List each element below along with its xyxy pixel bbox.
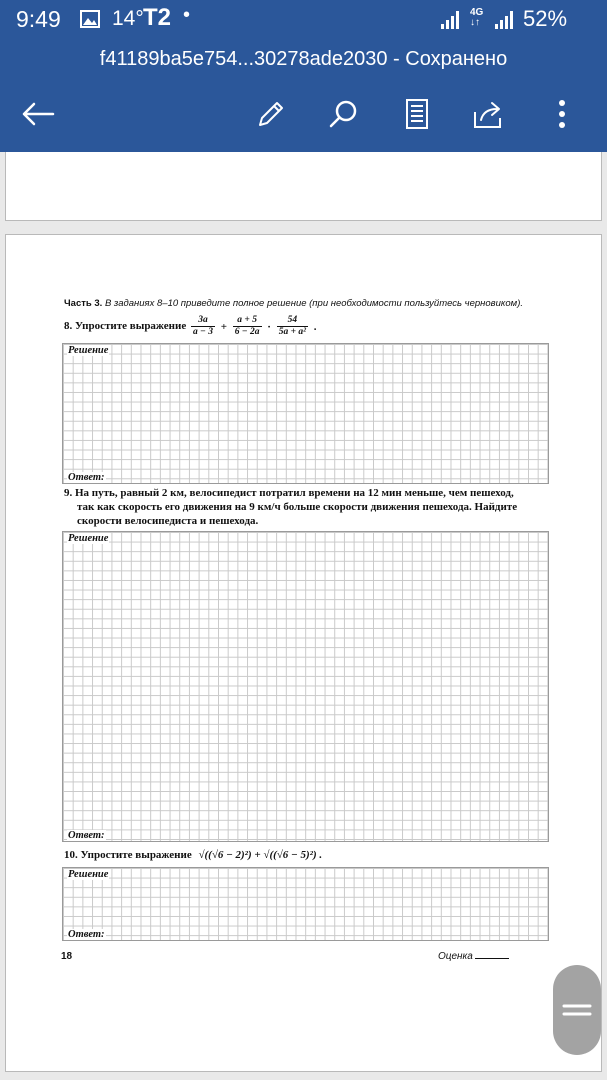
previous-page xyxy=(5,152,602,221)
status-time: 9:49 xyxy=(16,6,61,32)
solution-grid-9[interactable] xyxy=(62,531,549,842)
signal-icon xyxy=(440,10,462,35)
more-icon[interactable] xyxy=(542,94,582,134)
part-instruction: В заданиях 8–10 приведите полное решение (при необходимости пользуйтесь черновиком). xyxy=(104,298,523,309)
task-10 xyxy=(64,848,322,862)
solution-grid-10[interactable] xyxy=(62,867,549,941)
search-icon[interactable] xyxy=(324,94,364,134)
back-arrow-icon[interactable] xyxy=(18,94,58,134)
solution-label: Решение xyxy=(68,345,109,356)
page-number: 18 xyxy=(61,951,73,962)
part-heading xyxy=(64,298,523,309)
signal-icon-2 xyxy=(494,10,516,35)
task-text: Упростите выражение xyxy=(75,320,187,333)
document-view-icon[interactable] xyxy=(397,94,437,134)
task-expression: √((√6 − 2)²) + √((√6 − 5)²) . xyxy=(198,849,323,861)
status-bar xyxy=(0,0,607,42)
task-number: 10. xyxy=(64,849,78,861)
task-text: Упростите выражение xyxy=(80,849,192,861)
answer-label: Ответ: xyxy=(68,472,105,483)
answer-label: Ответ: xyxy=(68,929,105,940)
fraction-3: $\frac{54}{\text{5a + a²}}$ xyxy=(278,315,306,337)
pen-icon[interactable] xyxy=(251,94,291,134)
task-8: 8. Упростите выражение $\frac{3a}{a - 3}$ + $\frac{a + 5}{6 - 2a}$ · $\frac{54}{\text{5a + a²}}$ . xyxy=(64,315,317,337)
solution-label: Решение xyxy=(68,533,109,544)
fraction-1: $\frac{3a}{a - 3}$ xyxy=(192,315,213,337)
grade-field: Оценка xyxy=(438,951,509,962)
task-number: 8. xyxy=(64,320,73,333)
fraction-2: $\frac{a + 5}{6 - 2a}$ xyxy=(234,315,260,337)
status-dot: • xyxy=(183,4,191,26)
status-temperature: 14° xyxy=(112,7,144,30)
gallery-icon xyxy=(80,10,100,33)
app-bar xyxy=(0,42,607,152)
carrier-logo: T2 xyxy=(143,4,172,31)
handle-lines-icon xyxy=(562,1002,592,1018)
task-9: 9. На путь, равный 2 км, велосипедист потратил времени на 12 мин меньше, чем пешеход, так как скорость его движения на 9 км/ч больше скорости движения пешехода. Найдите скорости велосипедиста и пешехода. xyxy=(64,487,518,527)
battery-percentage: 52% xyxy=(523,6,568,31)
part-label: Часть 3. xyxy=(64,298,103,309)
solution-grid-8[interactable] xyxy=(62,343,549,484)
document-title: f41189ba5e754...30278ade2030 - Сохранено xyxy=(99,48,508,70)
answer-label: Ответ: xyxy=(68,830,105,841)
scroll-handle[interactable] xyxy=(553,965,601,1055)
network-type-icon: 4G ↓↑ xyxy=(470,7,484,28)
share-icon[interactable] xyxy=(468,94,508,134)
solution-label: Решение xyxy=(68,869,109,880)
document-page xyxy=(5,234,602,1072)
